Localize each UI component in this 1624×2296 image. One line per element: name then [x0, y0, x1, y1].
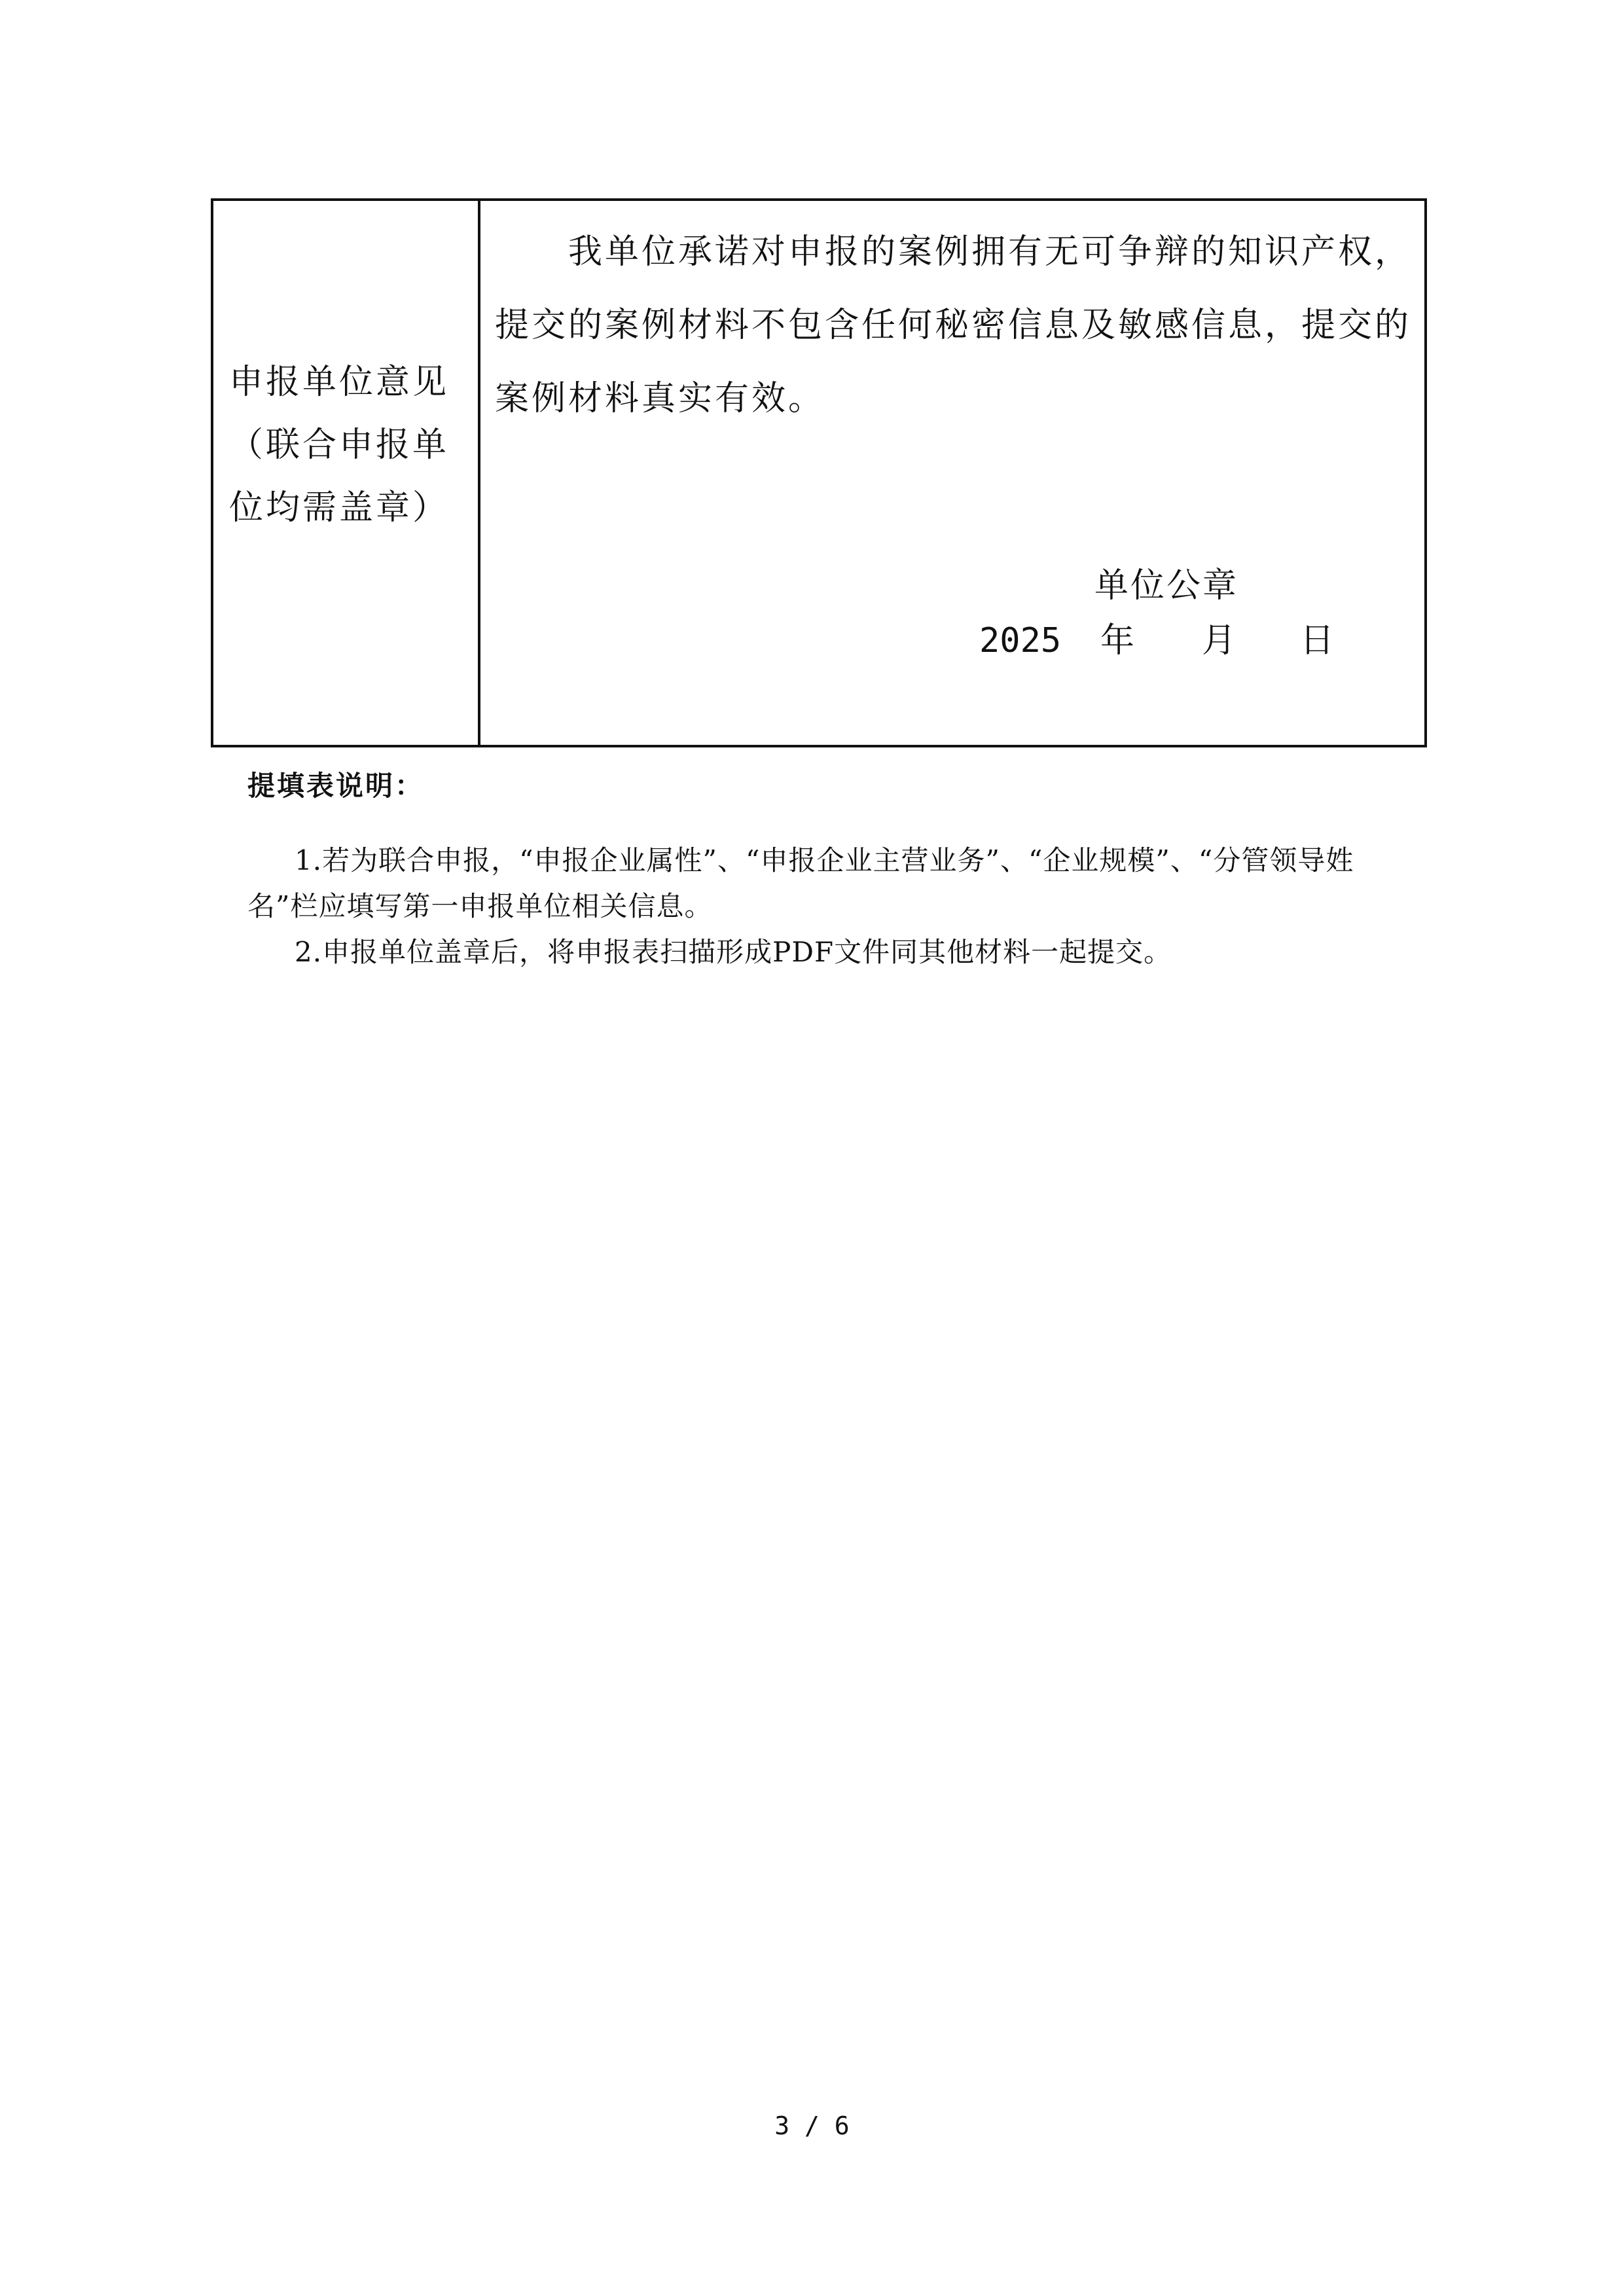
page-number: 3 / 6 [774, 2111, 850, 2140]
declaration-table [211, 198, 1427, 747]
date-day-unit: 日 [1300, 621, 1335, 660]
pledge-statement: 我单位承诺对申报的案例拥有无可争辩的知识产权，提交的案例材料不包含任何秘密信息及敏感信息，提交的案例材料真实有效。 [495, 232, 1412, 418]
unit-seal-label: 单位公章 [1094, 566, 1239, 605]
notes-title: 提填表说明： [247, 770, 425, 802]
signature-date [979, 615, 1334, 667]
date-year-unit: 年 [1100, 621, 1135, 660]
date-year: 2025 [979, 621, 1062, 660]
table-content-cell [480, 201, 1424, 745]
notes-list [247, 838, 1386, 975]
declaring-unit-opinion-label: 申报单位意见（联合申报单位均需盖章） [229, 362, 450, 528]
note-item-1: 1.若为联合申报，“申报企业属性”、“申报企业主营业务”、“企业规模”、“分管领导姓名”栏应填写第一申报单位相关信息。 [247, 844, 1354, 922]
note-item-2: 2.申报单位盖章后，将申报表扫描形成PDF文件同其他材料一起提交。 [295, 936, 1172, 968]
table-label-cell [213, 201, 480, 745]
date-month-unit: 月 [1202, 621, 1236, 660]
